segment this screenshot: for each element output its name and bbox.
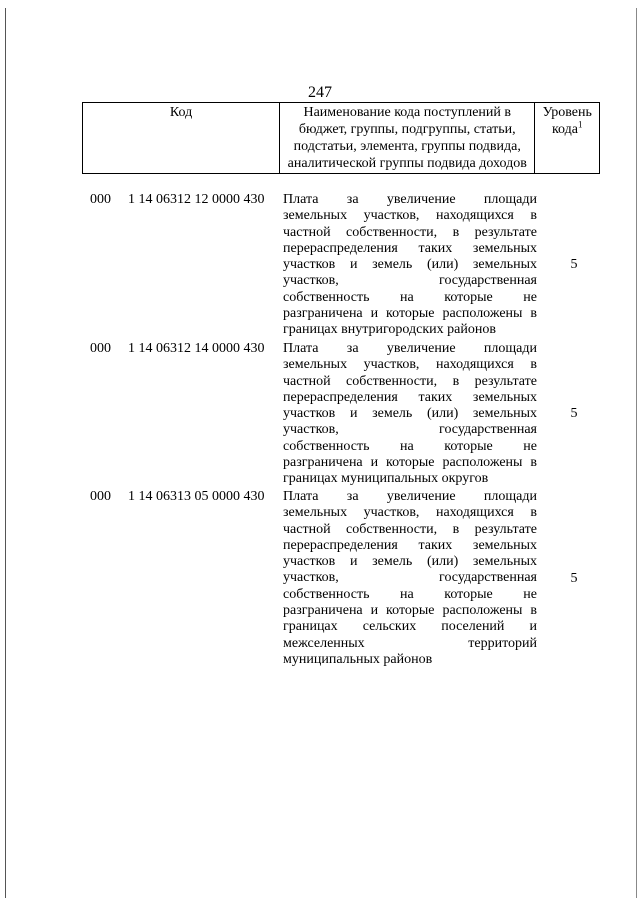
header-name-line: подстатьи, элемента, группы подвида, [293,139,521,154]
desc-line: земельных участков, находящихся в [283,208,537,224]
desc-line: участков и земель (или) земельных [283,554,537,570]
desc-line: Плата за увеличение площади [283,489,537,504]
header-level-label-2: кода [551,122,578,137]
desc-line: разграничена и которые расположены в [283,306,537,322]
scan-edge-right [636,8,637,898]
desc-line: земельных участков, находящихся в [283,357,537,373]
row-description [283,341,537,488]
header-code-label: Код [169,105,193,120]
page-number: 247 [308,84,332,101]
desc-line: границах муниципальных округов [283,471,489,487]
header-level-footnote: 1 [577,119,583,130]
header-level-label: Уровень [542,105,592,120]
scan-edge-left [5,8,6,898]
desc-line: перераспределения таких земельных [283,389,537,405]
desc-line: земельных участков, находящихся в [283,505,537,521]
header-code-cell [83,103,280,174]
desc-line: муниципальных районов [283,651,433,667]
desc-line: участков, государственная [283,273,537,289]
desc-line: собственность на которые не [283,289,537,305]
header-level-cell [535,103,600,174]
desc-line: Плата за увеличение площади [283,192,537,207]
desc-line: частной собственности, в результате [283,521,537,537]
header-name-line: аналитической группы подвида доходов [287,156,527,171]
row-prefix: 000 [90,489,111,504]
row-code: 1 14 06312 12 0000 430 [128,192,265,207]
row-description [283,489,537,668]
row-prefix: 000 [90,192,111,207]
desc-line: Плата за увеличение площади [283,341,537,356]
row-code: 1 14 06312 14 0000 430 [128,341,265,356]
desc-line: перераспределения таких земельных [283,240,537,256]
desc-line: участков, государственная [283,570,537,586]
row-code: 1 14 06313 05 0000 430 [128,489,265,504]
table-header [82,102,600,174]
row-level: 5 [570,406,578,421]
desc-line: межселенных территорий [283,635,537,651]
desc-line: разграничена и которые расположены в [283,455,537,471]
desc-line: перераспределения таких земельных [283,537,537,553]
desc-line: собственность на которые не [283,438,537,454]
header-name-cell [280,103,535,174]
header-name-line: бюджет, группы, подгруппы, статьи, [298,122,516,137]
desc-line: частной собственности, в результате [283,224,537,240]
row-level: 5 [570,257,578,272]
desc-line: разграничена и которые расположены в [283,603,537,619]
desc-line: участков, государственная [283,422,537,438]
desc-line: границах сельских поселений и [283,619,537,635]
desc-line: участков и земель (или) земельных [283,406,537,422]
desc-line: собственность на которые не [283,586,537,602]
row-description [283,192,537,339]
row-prefix: 000 [90,341,111,356]
desc-line: частной собственности, в результате [283,373,537,389]
desc-line: участков и земель (или) земельных [283,257,537,273]
row-level: 5 [570,571,578,586]
header-name-line: Наименование кода поступлений в [303,105,511,120]
desc-line: границах внутригородских районов [283,322,496,338]
